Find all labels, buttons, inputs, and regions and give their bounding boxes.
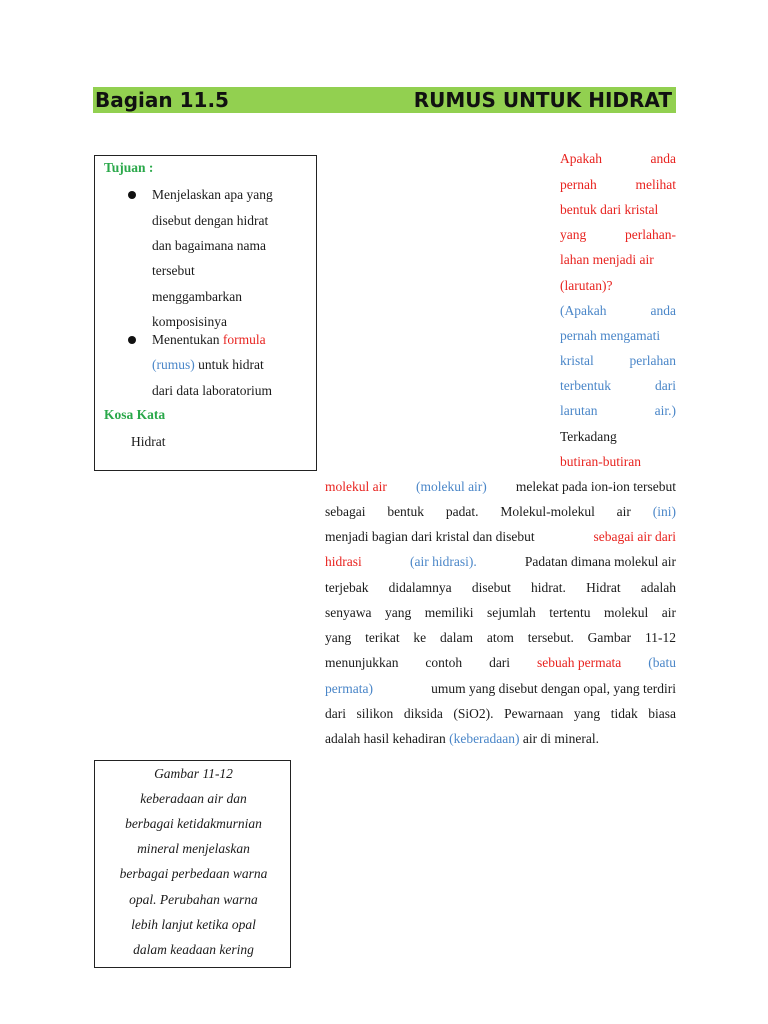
gloss: (ini) bbox=[652, 504, 676, 519]
objective-2-gloss: (rumus) bbox=[152, 357, 195, 372]
question-line bbox=[560, 251, 676, 269]
word: bentuk bbox=[387, 504, 425, 519]
word: perlahan bbox=[629, 353, 676, 368]
objective-2-line: dari data laboratorium bbox=[152, 383, 272, 398]
word: Apakah bbox=[560, 151, 602, 166]
paragraph-line bbox=[325, 654, 676, 672]
question-line bbox=[560, 277, 676, 295]
question-gloss-line bbox=[560, 352, 676, 370]
word: lahan menjadi air bbox=[560, 252, 654, 267]
gloss: (air hidrasi). bbox=[409, 554, 477, 569]
word: dari bbox=[655, 378, 676, 393]
vocabulary-term: Hidrat bbox=[131, 434, 166, 449]
caption-line: mineral menjelaskan bbox=[137, 841, 250, 856]
vocabulary-heading: Kosa Kata bbox=[104, 407, 166, 422]
word: pernah bbox=[560, 177, 597, 192]
caption-line: Gambar 11-12 bbox=[154, 766, 233, 781]
text: umum yang disebut dengan opal, yang terdiri bbox=[431, 681, 676, 696]
paragraph-line bbox=[325, 604, 676, 622]
section-number: Bagian 11.5 bbox=[95, 88, 229, 112]
objective-2-text: Menentukan bbox=[152, 332, 223, 347]
question-gloss-line bbox=[560, 302, 676, 320]
term: hidrasi bbox=[325, 554, 362, 569]
gloss: permata) bbox=[325, 681, 373, 696]
body-text-line: Terkadang bbox=[560, 429, 617, 444]
gloss: (keberadaan) bbox=[449, 731, 520, 746]
caption-line: berbagai perbedaan warna bbox=[119, 866, 268, 881]
paragraph-line bbox=[325, 528, 676, 546]
objective-2-term: formula bbox=[222, 332, 266, 347]
question-line bbox=[560, 176, 676, 194]
question-line bbox=[560, 150, 676, 168]
word: menunjukkan bbox=[325, 655, 399, 670]
question-line bbox=[560, 201, 676, 219]
word: dari bbox=[489, 655, 511, 670]
word: padat. bbox=[445, 504, 479, 519]
paragraph-line bbox=[325, 503, 676, 521]
objective-1-line: menggambarkan bbox=[152, 289, 242, 304]
text: menjadi bagian dari kristal dan disebut bbox=[325, 529, 535, 544]
word: (larutan)? bbox=[560, 278, 613, 293]
question-gloss-line bbox=[560, 402, 676, 420]
word: kristal bbox=[560, 353, 594, 368]
text: dari silikon diksida (SiO2). Pewarnaan yang tidak biasa bbox=[325, 706, 676, 721]
caption-line: lebih lanjut ketika opal bbox=[131, 917, 256, 932]
objective-1-line: Menjelaskan apa yang bbox=[152, 187, 273, 202]
text: Padatan dimana molekul air bbox=[524, 554, 676, 569]
paragraph-line bbox=[325, 629, 676, 647]
caption-line: dalam keadaan kering bbox=[133, 942, 254, 957]
bullet-icon bbox=[128, 336, 136, 344]
word: larutan bbox=[560, 403, 598, 418]
objective-1-line: dan bagaimana nama bbox=[152, 238, 266, 253]
caption-line: berbagai ketidakmurnian bbox=[125, 816, 262, 831]
paragraph-line bbox=[325, 478, 676, 496]
word: pernah mengamati bbox=[560, 328, 661, 343]
question-line bbox=[560, 226, 676, 244]
word: (Apakah bbox=[560, 303, 607, 318]
objectives-heading: Tujuan : bbox=[104, 160, 154, 175]
word: Molekul-molekul bbox=[500, 504, 595, 519]
paragraph-line bbox=[325, 579, 676, 597]
word: contoh bbox=[425, 655, 463, 670]
gloss: (batu bbox=[648, 655, 676, 670]
question-gloss-line bbox=[560, 327, 676, 345]
text: terjebak didalamnya disebut hidrat. Hidrat adalah bbox=[325, 580, 676, 595]
term: sebagai air dari bbox=[593, 529, 676, 544]
objective-1-line: komposisinya bbox=[152, 314, 228, 329]
bullet-icon bbox=[128, 191, 136, 199]
paragraph-line bbox=[325, 680, 676, 698]
caption-line: opal. Perubahan warna bbox=[129, 892, 258, 907]
word: yang bbox=[560, 227, 587, 242]
objective-2-line bbox=[152, 356, 264, 374]
paragraph-line bbox=[325, 553, 676, 571]
word: air bbox=[616, 504, 631, 519]
paragraph-line bbox=[325, 730, 599, 748]
word: anda bbox=[650, 151, 676, 166]
figure-caption-box bbox=[94, 760, 291, 968]
question-gloss-line bbox=[560, 377, 676, 395]
objectives-box bbox=[94, 155, 317, 471]
word: anda bbox=[650, 303, 676, 318]
word: air.) bbox=[654, 403, 676, 418]
section-title: RUMUS UNTUK HIDRAT bbox=[413, 88, 672, 112]
paragraph-line bbox=[325, 705, 676, 723]
objective-2-text: untuk hidrat bbox=[194, 357, 264, 372]
section-header bbox=[93, 87, 676, 113]
term: molekul air bbox=[325, 479, 387, 494]
word: perlahan- bbox=[625, 227, 676, 242]
body-text-line: butiran-butiran bbox=[560, 454, 641, 469]
objective-1-line: tersebut bbox=[152, 263, 195, 278]
text: yang terikat ke dalam atom tersebut. Gambar 11-12 bbox=[325, 630, 676, 645]
word: terbentuk bbox=[560, 378, 611, 393]
word: sebagai bbox=[325, 504, 366, 519]
text: senyawa yang memiliki sejumlah tertentu molekul air bbox=[325, 605, 676, 620]
text: adalah hasil kehadiran bbox=[325, 731, 446, 746]
gloss: (molekul air) bbox=[415, 479, 487, 494]
caption-line: keberadaan air dan bbox=[140, 791, 247, 806]
objective-2-line bbox=[152, 331, 266, 349]
word: melihat bbox=[635, 177, 676, 192]
term: sebuah permata bbox=[536, 655, 622, 670]
word: bentuk dari kristal bbox=[560, 202, 659, 217]
text: air di mineral. bbox=[522, 731, 600, 746]
text: melekat pada ion-ion tersebut bbox=[515, 479, 676, 494]
objective-1-line: disebut dengan hidrat bbox=[152, 213, 269, 228]
